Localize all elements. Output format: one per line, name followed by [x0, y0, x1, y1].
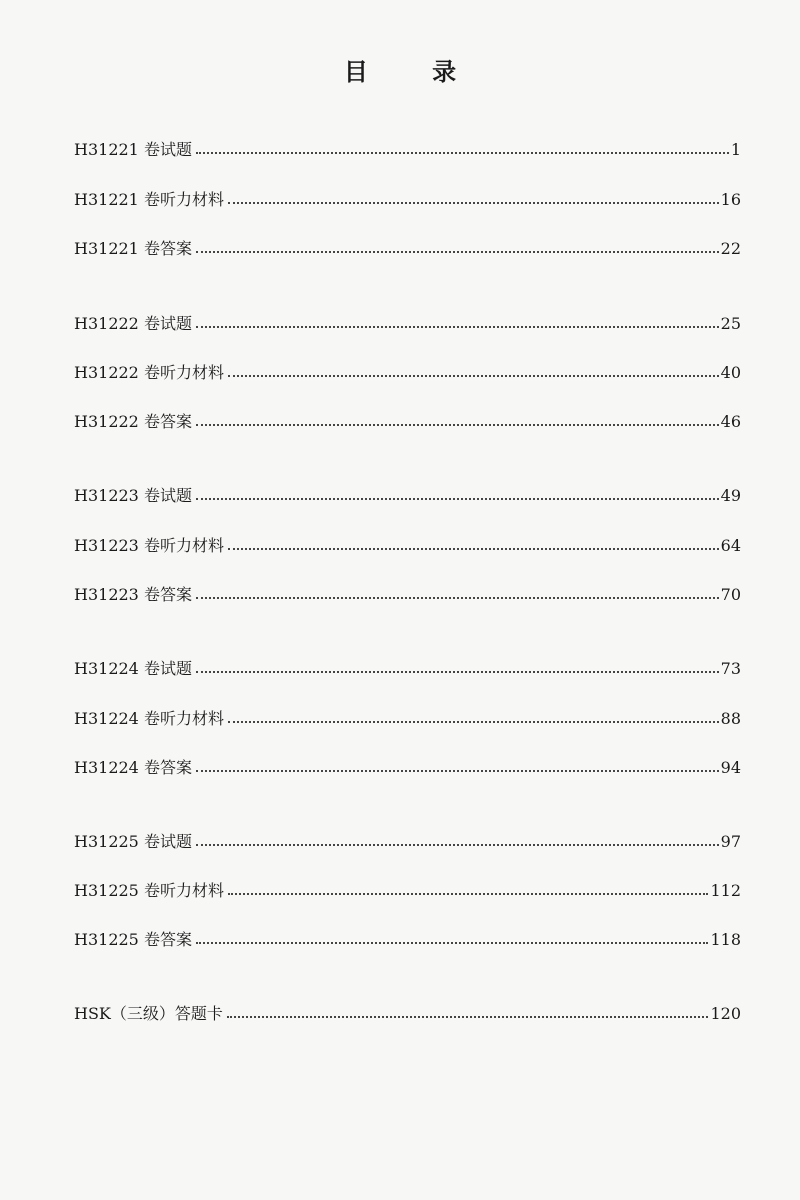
- toc-entry-label: H31221 卷试题: [74, 140, 192, 159]
- toc-entry-page: 112: [710, 881, 741, 900]
- toc-leader: [227, 1016, 709, 1018]
- toc-entry[interactable]: [74, 705, 741, 729]
- toc-entry[interactable]: [74, 136, 741, 160]
- toc-entry-label: H31224 卷答案: [74, 758, 192, 777]
- toc-entry-page: 94: [720, 758, 741, 777]
- toc-entry-page: 40: [720, 363, 741, 382]
- toc-entry-page: 16: [720, 190, 741, 209]
- toc-leader: [196, 152, 729, 154]
- toc-leader: [196, 251, 719, 253]
- toc-entry[interactable]: [74, 877, 741, 901]
- toc-leader: [196, 326, 719, 328]
- toc-leader: [228, 202, 719, 204]
- toc-entry-label: H31225 卷听力材料: [74, 881, 224, 900]
- toc-entry[interactable]: [74, 310, 741, 334]
- toc-entry-label: H31223 卷答案: [74, 585, 192, 604]
- toc-entry-page: 97: [720, 832, 741, 851]
- toc-entry-page: 49: [720, 486, 741, 505]
- toc-entry-page: 25: [720, 314, 741, 333]
- toc-entry[interactable]: [74, 828, 741, 852]
- toc-entry[interactable]: [74, 926, 741, 950]
- toc-entry-page: 120: [710, 1004, 741, 1023]
- toc-entry-label: H31224 卷试题: [74, 659, 192, 678]
- toc-entry-page: 46: [720, 412, 741, 431]
- toc-entry-label: H31222 卷答案: [74, 412, 192, 431]
- toc-entry[interactable]: [74, 655, 741, 679]
- toc-leader: [196, 424, 719, 426]
- toc-entry-label: H31222 卷听力材料: [74, 363, 224, 382]
- toc-entry-label: H31222 卷试题: [74, 314, 192, 333]
- toc-leader: [228, 375, 719, 377]
- toc-entry-page: 88: [720, 709, 741, 728]
- toc-entry-label: H31223 卷试题: [74, 486, 192, 505]
- toc-leader: [196, 498, 719, 500]
- toc-entry-page: 73: [720, 659, 741, 678]
- toc-leader: [196, 671, 719, 673]
- toc-entry-page: 70: [720, 585, 741, 604]
- toc-entry-label: H31225 卷试题: [74, 832, 192, 851]
- toc-entry-page: 64: [720, 536, 741, 555]
- toc-leader: [228, 548, 719, 550]
- toc-entry[interactable]: [74, 1000, 741, 1024]
- toc-entry[interactable]: [74, 482, 741, 506]
- toc-leader: [228, 893, 709, 895]
- toc-entry-page: 118: [710, 930, 741, 949]
- toc-entry[interactable]: [74, 359, 741, 383]
- toc-leader: [228, 721, 719, 723]
- toc-entry-label: H31223 卷听力材料: [74, 536, 224, 555]
- toc-entry-label: H31224 卷听力材料: [74, 709, 224, 728]
- toc-leader: [196, 770, 719, 772]
- toc-entry[interactable]: [74, 186, 741, 210]
- toc-leader: [196, 942, 709, 944]
- toc-entry-page: 22: [720, 239, 741, 258]
- toc-entry-label: H31221 卷听力材料: [74, 190, 224, 209]
- toc-entry[interactable]: [74, 581, 741, 605]
- toc-entry-label: HSK（三级）答题卡: [74, 1004, 223, 1023]
- toc-entry-label: H31225 卷答案: [74, 930, 192, 949]
- toc-entry[interactable]: [74, 235, 741, 259]
- toc-entry-label: H31221 卷答案: [74, 239, 192, 258]
- toc-leader: [196, 844, 719, 846]
- toc-entry[interactable]: [74, 754, 741, 778]
- toc-leader: [196, 597, 719, 599]
- toc-entry[interactable]: [74, 408, 741, 432]
- toc-entry-page: 1: [730, 140, 741, 159]
- toc-entry[interactable]: [74, 532, 741, 556]
- page-title: 目 录: [343, 58, 485, 86]
